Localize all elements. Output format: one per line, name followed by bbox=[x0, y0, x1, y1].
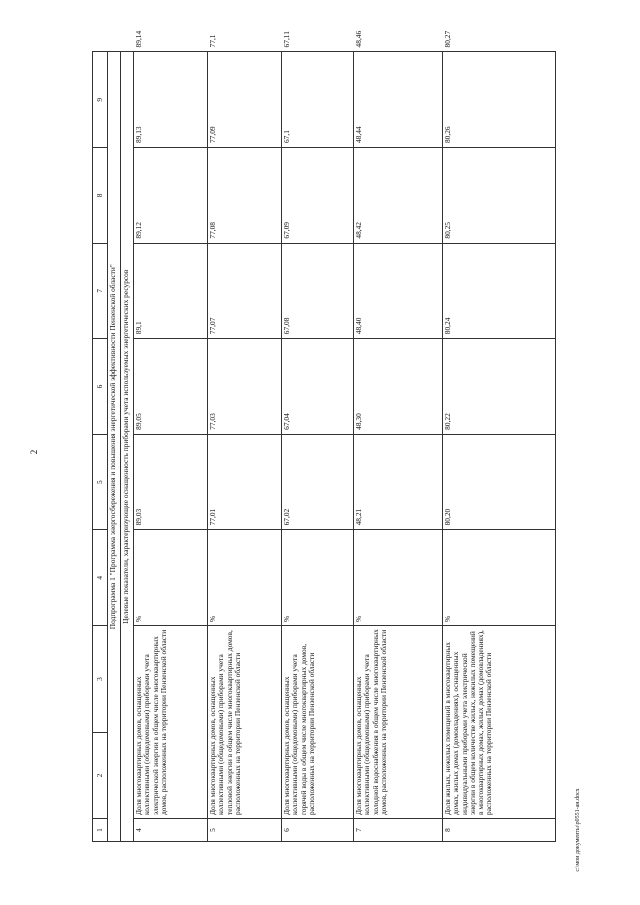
value-cell: 48,21 bbox=[354, 434, 443, 530]
value-cell: 48,40 bbox=[354, 243, 443, 339]
column-number: 3 bbox=[93, 626, 108, 733]
row-number: 4 bbox=[134, 819, 208, 842]
value-cell: 77,09 bbox=[208, 52, 282, 148]
unit-cell: % bbox=[282, 530, 354, 626]
value-cell: 67,02 bbox=[282, 434, 354, 530]
section-row bbox=[121, 52, 134, 842]
value-cell: 89,03 bbox=[134, 434, 208, 530]
column-number: 5 bbox=[93, 434, 108, 530]
row-number: 6 bbox=[282, 819, 354, 842]
page-number: 2 bbox=[29, 449, 39, 455]
value-cell: 67,04 bbox=[282, 339, 354, 435]
value-cell: 48,42 bbox=[354, 148, 443, 244]
column-number-row bbox=[93, 52, 108, 842]
unit-cell: % bbox=[443, 530, 556, 626]
value-cell: 80,26 bbox=[443, 52, 556, 148]
table-row: 4 Доля многоквартирных домов, оснащенных коллективными (общедомовыми) приборами учета электрической энергии в общем числе многоквартирных домов, расположенных на территории Пензенской области % 89,03 89,05 89,1 89,12 89,13 89,14 bbox=[134, 52, 208, 842]
indicator-name: Доля многоквартирных домов, оснащенных коллективными (общедомовыми) приборами учета тепловой энергии в общем числе многоквартирных домов, расположенных на территории Пензенской области bbox=[208, 626, 282, 819]
indicator-name: Доля многоквартирных домов, оснащенных коллективными (общедомовыми) приборами учета горячей воды в общем числе многоквартирных домов, расположенных на территории Пензенской области bbox=[282, 626, 354, 819]
unit-cell: % bbox=[354, 530, 443, 626]
table-row: 7 Доля многоквартирных домов, оснащенных коллективными (общедомовыми) приборами учета холодной водоснабжения в общем числе многоквартирных домов, расположенных на территории Пензенской области % 48,21 48,30 48,40 48,42 48,44 48,46 bbox=[354, 52, 443, 842]
row-number: 7 bbox=[354, 819, 443, 842]
unit-cell: % bbox=[208, 530, 282, 626]
column-number: 7 bbox=[93, 243, 108, 339]
value-cell: 89,13 bbox=[134, 52, 208, 148]
column-number: 1 bbox=[93, 819, 108, 842]
indicator-name: Доля многоквартирных домов, оснащенных коллективными (общедомовыми) приборами учета электрической энергии в общем числе многоквартирных домов, расположенных на территории Пензенской области bbox=[134, 626, 208, 819]
value-cell: 67,08 bbox=[282, 243, 354, 339]
value-cell: 67,09 bbox=[282, 148, 354, 244]
value-cell: 89,1 bbox=[134, 243, 208, 339]
unit-cell: % bbox=[134, 530, 208, 626]
value-cell: 89,12 bbox=[134, 148, 208, 244]
value-cell: 80,25 bbox=[443, 148, 556, 244]
value-cell: 80,24 bbox=[443, 243, 556, 339]
indicator-name: Доля многоквартирных домов, оснащенных коллективными (общедомовыми) приборами учета холодной водоснабжения в общем числе многоквартирных домов, расположенных на территории Пензенской области bbox=[354, 626, 443, 819]
footer-file-path: c:\мои документы\p0551-ан.docx bbox=[575, 788, 581, 872]
value-cell: 77,08 bbox=[208, 148, 282, 244]
value-cell: 77,01 bbox=[208, 434, 282, 530]
column-number: 6 bbox=[93, 339, 108, 435]
column-number: 2 bbox=[93, 733, 108, 819]
column-number: 4 bbox=[93, 530, 108, 626]
value-cell: 48,30 bbox=[354, 339, 443, 435]
value-cell: 48,44 bbox=[354, 52, 443, 148]
subprogram-title: Подпрограмма 1 "Программа энергосбережения и повышения энергетической эффективности Пензенской области" bbox=[108, 52, 121, 842]
value-cell: 80,22 bbox=[443, 339, 556, 435]
value-cell: 77,07 bbox=[208, 243, 282, 339]
row-number: 8 bbox=[443, 819, 556, 842]
row-number: 5 bbox=[208, 819, 282, 842]
value-cell: 80,20 bbox=[443, 434, 556, 530]
indicator-table bbox=[92, 30, 556, 842]
column-number: 9 bbox=[93, 52, 108, 148]
table-row: 6 Доля многоквартирных домов, оснащенных коллективными (общедомовыми) приборами учета горячей воды в общем числе многоквартирных домов, расположенных на территории Пензенской области % 67,02 67,04 67,08 67,09 67,1 67,11 bbox=[282, 52, 354, 842]
section-title: Целевые показатели, характеризующие оснащенность приборами учета используемых энергетических ресурсов bbox=[121, 52, 134, 842]
rotated-table-container bbox=[92, 30, 540, 842]
value-cell: 67,1 bbox=[282, 52, 354, 148]
value-cell: 89,05 bbox=[134, 339, 208, 435]
value-cell: 77,03 bbox=[208, 339, 282, 435]
table-row: 8 Доля жилых, нежилых помещений в многоквартирных домах, жилых домах (домовладениях), оснащенных индивидуальными приборами учета электрической энергии в общем количестве жилых, нежилых помещений в многоквартирных домах, жилых домах (домовладениях), расположенных на территории Пензенской области % 80,20 80,22 80,24 80,25 80,26 80,27 bbox=[443, 52, 556, 842]
subprogram-row bbox=[108, 52, 121, 842]
table-row: 5 Доля многоквартирных домов, оснащенных коллективными (общедомовыми) приборами учета тепловой энергии в общем числе многоквартирных домов, расположенных на территории Пензенской области % 77,01 77,03 77,07 77,08 77,09 77,1 bbox=[208, 52, 282, 842]
indicator-name: Доля жилых, нежилых помещений в многоквартирных домах, жилых домах (домовладениях), оснащенных индивидуальными приборами учета электрической энергии в общем количестве жилых, нежилых помещений в многоквартирных домах, жилых домах (домовладениях), расположенных на территории Пензенской области bbox=[443, 626, 556, 819]
column-number: 8 bbox=[93, 148, 108, 244]
